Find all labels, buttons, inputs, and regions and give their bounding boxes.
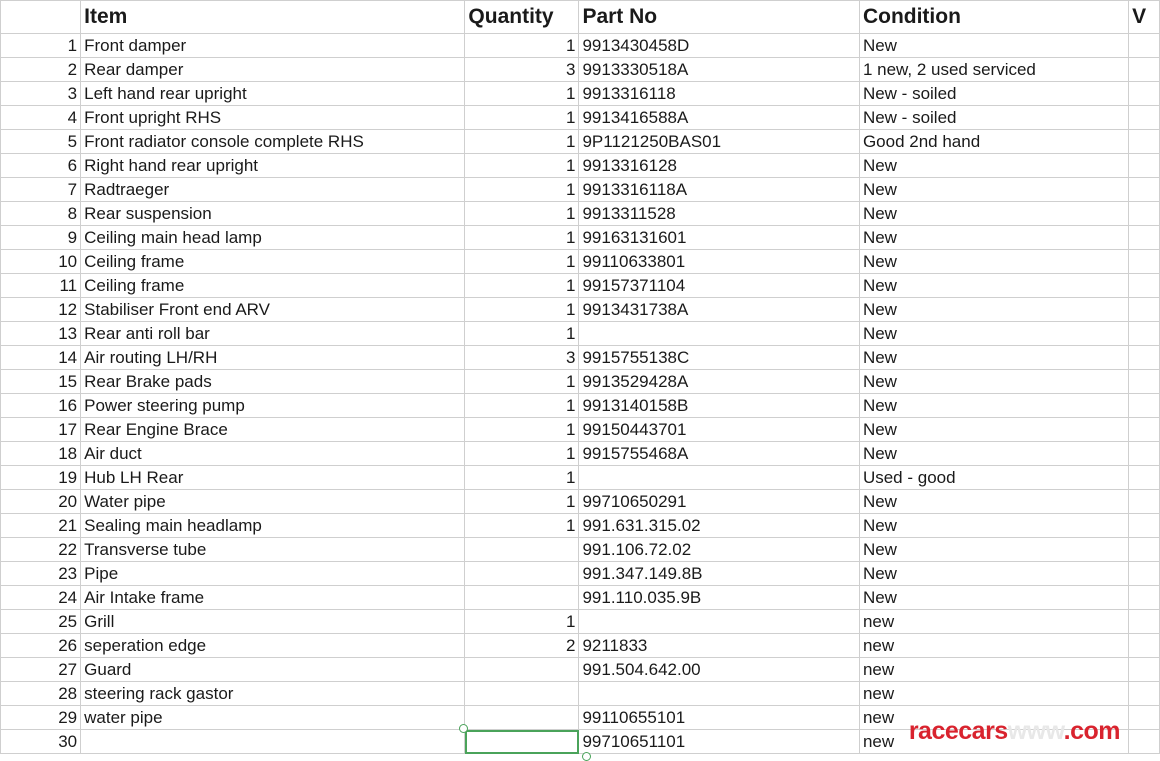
quantity-cell[interactable]: 3	[465, 58, 579, 82]
quantity-cell[interactable]	[465, 682, 579, 706]
item-cell[interactable]: Rear Brake pads	[81, 370, 465, 394]
part-no-cell[interactable]: 99150443701	[579, 418, 860, 442]
extra-cell[interactable]	[1129, 202, 1160, 226]
header-quantity[interactable]: Quantity	[465, 1, 579, 34]
extra-cell[interactable]	[1129, 58, 1160, 82]
table-row	[1, 538, 1160, 562]
table-row	[1, 298, 1160, 322]
table-row	[1, 226, 1160, 250]
item-cell[interactable]: Left hand rear upright	[81, 82, 465, 106]
extra-cell[interactable]	[1129, 226, 1160, 250]
row-number-cell[interactable]: 24	[1, 586, 81, 610]
racecars-watermark	[909, 717, 1120, 746]
item-cell[interactable]: seperation edge	[81, 634, 465, 658]
extra-cell[interactable]	[1129, 178, 1160, 202]
part-no-cell[interactable]	[579, 322, 860, 346]
condition-cell[interactable]: new	[859, 730, 1128, 754]
table-row	[1, 394, 1160, 418]
row-number-cell[interactable]: 9	[1, 226, 81, 250]
row-number-cell[interactable]: 22	[1, 538, 81, 562]
row-number-cell[interactable]: 25	[1, 610, 81, 634]
part-no-cell[interactable]: 9915755138C	[579, 346, 860, 370]
part-no-cell[interactable]: 9913431738A	[579, 298, 860, 322]
row-number-cell[interactable]: 1	[1, 34, 81, 58]
extra-cell[interactable]	[1129, 418, 1160, 442]
extra-cell[interactable]	[1129, 490, 1160, 514]
row-number-cell[interactable]: 28	[1, 682, 81, 706]
part-no-cell[interactable]	[579, 610, 860, 634]
row-number-cell[interactable]: 3	[1, 82, 81, 106]
condition-cell[interactable]: New	[859, 202, 1128, 226]
extra-cell[interactable]	[1129, 562, 1160, 586]
extra-cell[interactable]	[1129, 106, 1160, 130]
row-number-cell[interactable]: 14	[1, 346, 81, 370]
condition-cell[interactable]: New	[859, 322, 1128, 346]
part-no-cell[interactable]: 9913430458D	[579, 34, 860, 58]
condition-cell[interactable]: Used - good	[859, 466, 1128, 490]
condition-cell[interactable]: New	[859, 586, 1128, 610]
quantity-cell[interactable]: 1	[465, 82, 579, 106]
row-number-cell[interactable]: 18	[1, 442, 81, 466]
condition-cell[interactable]: New	[859, 274, 1128, 298]
quantity-cell[interactable]: 1	[465, 154, 579, 178]
part-no-cell[interactable]: 9913330518A	[579, 58, 860, 82]
item-cell[interactable]: Air Intake frame	[81, 586, 465, 610]
header-extra[interactable]: V	[1129, 1, 1160, 34]
item-cell[interactable]	[81, 730, 465, 754]
table-row	[1, 490, 1160, 514]
quantity-cell[interactable]	[465, 706, 579, 730]
table-row	[1, 58, 1160, 82]
table-row	[1, 370, 1160, 394]
condition-cell[interactable]: New	[859, 394, 1128, 418]
quantity-cell[interactable]: 1	[465, 202, 579, 226]
extra-cell[interactable]	[1129, 298, 1160, 322]
item-cell[interactable]: Front radiator console complete RHS	[81, 130, 465, 154]
part-no-cell[interactable]: 9913316118	[579, 82, 860, 106]
extra-cell[interactable]	[1129, 466, 1160, 490]
extra-cell[interactable]	[1129, 706, 1160, 730]
extra-cell[interactable]	[1129, 154, 1160, 178]
item-cell[interactable]: Transverse tube	[81, 538, 465, 562]
table-row	[1, 466, 1160, 490]
row-number-cell[interactable]: 15	[1, 370, 81, 394]
part-no-cell[interactable]: 99710651101	[579, 730, 860, 754]
item-cell[interactable]: Ceiling main head lamp	[81, 226, 465, 250]
extra-cell[interactable]	[1129, 586, 1160, 610]
quantity-cell[interactable]: 1	[465, 322, 579, 346]
quantity-cell[interactable]: 1	[465, 394, 579, 418]
quantity-cell[interactable]: 1	[465, 466, 579, 490]
extra-cell[interactable]	[1129, 370, 1160, 394]
item-cell[interactable]: Air duct	[81, 442, 465, 466]
item-cell[interactable]: water pipe	[81, 706, 465, 730]
table-row	[1, 586, 1160, 610]
row-number-cell[interactable]: 16	[1, 394, 81, 418]
part-no-cell[interactable]: 991.347.149.8B	[579, 562, 860, 586]
part-no-cell[interactable]: 991.504.642.00	[579, 658, 860, 682]
item-cell[interactable]: Pipe	[81, 562, 465, 586]
item-cell[interactable]: Guard	[81, 658, 465, 682]
row-number-cell[interactable]: 26	[1, 634, 81, 658]
item-cell[interactable]: Right hand rear upright	[81, 154, 465, 178]
row-number-cell[interactable]: 20	[1, 490, 81, 514]
extra-cell[interactable]	[1129, 682, 1160, 706]
table-row	[1, 682, 1160, 706]
row-number-cell[interactable]: 8	[1, 202, 81, 226]
extra-cell[interactable]	[1129, 274, 1160, 298]
item-cell[interactable]: Grill	[81, 610, 465, 634]
part-no-cell[interactable]: 99710650291	[579, 490, 860, 514]
part-no-cell[interactable]: 991.110.035.9B	[579, 586, 860, 610]
table-row	[1, 154, 1160, 178]
part-no-cell[interactable]: 991.631.315.02	[579, 514, 860, 538]
condition-cell[interactable]: New - soiled	[859, 82, 1128, 106]
part-no-cell[interactable]: 9913416588A	[579, 106, 860, 130]
extra-cell[interactable]	[1129, 634, 1160, 658]
part-no-cell[interactable]: 9913529428A	[579, 370, 860, 394]
selection-handle-top-left[interactable]	[459, 724, 468, 733]
part-no-cell[interactable]: 99163131601	[579, 226, 860, 250]
condition-cell[interactable]: New - soiled	[859, 106, 1128, 130]
condition-cell[interactable]: New	[859, 490, 1128, 514]
selection-handle-bottom-right[interactable]	[582, 752, 591, 761]
extra-cell[interactable]	[1129, 82, 1160, 106]
watermark-brand: racecars	[908, 717, 1008, 745]
extra-cell[interactable]	[1129, 130, 1160, 154]
item-cell[interactable]: Power steering pump	[81, 394, 465, 418]
extra-cell[interactable]	[1129, 34, 1160, 58]
item-cell[interactable]: Air routing LH/RH	[81, 346, 465, 370]
row-number-cell[interactable]: 21	[1, 514, 81, 538]
condition-cell[interactable]: Good 2nd hand	[859, 130, 1128, 154]
item-cell[interactable]: Rear Engine Brace	[81, 418, 465, 442]
quantity-cell[interactable]: 2	[465, 634, 579, 658]
item-cell[interactable]: Stabiliser Front end ARV	[81, 298, 465, 322]
condition-cell[interactable]: New	[859, 514, 1128, 538]
part-no-cell[interactable]: 9913311528	[579, 202, 860, 226]
condition-cell[interactable]: New	[859, 178, 1128, 202]
table-row	[1, 34, 1160, 58]
header-row-number-cell[interactable]	[1, 1, 81, 34]
row-number-cell[interactable]: 23	[1, 562, 81, 586]
quantity-cell[interactable]: 1	[465, 178, 579, 202]
part-no-cell[interactable]: 9913316128	[579, 154, 860, 178]
extra-cell[interactable]	[1129, 250, 1160, 274]
item-cell[interactable]: Rear suspension	[81, 202, 465, 226]
quantity-cell[interactable]: 1	[465, 442, 579, 466]
item-cell[interactable]: Ceiling frame	[81, 274, 465, 298]
quantity-cell[interactable]	[465, 658, 579, 682]
header-row	[1, 1, 1160, 34]
condition-cell[interactable]: New	[859, 34, 1128, 58]
quantity-cell[interactable]: 1	[465, 298, 579, 322]
table-row	[1, 322, 1160, 346]
condition-cell[interactable]: New	[859, 226, 1128, 250]
condition-cell[interactable]: New	[859, 346, 1128, 370]
quantity-cell[interactable]: 1	[465, 34, 579, 58]
quantity-cell[interactable]: 1	[465, 514, 579, 538]
row-number-cell[interactable]: 12	[1, 298, 81, 322]
condition-cell[interactable]: 1 new, 2 used serviced	[859, 58, 1128, 82]
part-no-cell[interactable]: 9211833	[579, 634, 860, 658]
table-row	[1, 178, 1160, 202]
extra-cell[interactable]	[1129, 346, 1160, 370]
row-number-cell[interactable]: 2	[1, 58, 81, 82]
table-row	[1, 82, 1160, 106]
condition-cell[interactable]: new	[859, 610, 1128, 634]
item-cell[interactable]: Rear damper	[81, 58, 465, 82]
extra-cell[interactable]	[1129, 730, 1160, 754]
condition-cell[interactable]: New	[859, 562, 1128, 586]
quantity-cell[interactable]: 1	[465, 106, 579, 130]
condition-cell[interactable]: new	[859, 634, 1128, 658]
extra-cell[interactable]	[1129, 394, 1160, 418]
part-no-cell[interactable]: 99110655101	[579, 706, 860, 730]
row-number-cell[interactable]: 11	[1, 274, 81, 298]
table-row	[1, 106, 1160, 130]
quantity-cell[interactable]: 1	[465, 418, 579, 442]
quantity-cell[interactable]: 1	[465, 274, 579, 298]
quantity-cell[interactable]: 3	[465, 346, 579, 370]
part-no-cell[interactable]: 9913140158B	[579, 394, 860, 418]
table-row	[1, 634, 1160, 658]
part-no-cell[interactable]: 991.106.72.02	[579, 538, 860, 562]
row-number-cell[interactable]: 13	[1, 322, 81, 346]
table-row	[1, 250, 1160, 274]
condition-cell[interactable]: New	[859, 250, 1128, 274]
part-no-cell[interactable]: 9P1121250BAS01	[579, 130, 860, 154]
row-number-cell[interactable]: 7	[1, 178, 81, 202]
header-part-no[interactable]: Part No	[579, 1, 860, 34]
part-no-cell[interactable]	[579, 466, 860, 490]
condition-cell[interactable]: New	[859, 442, 1128, 466]
item-cell[interactable]: Front upright RHS	[81, 106, 465, 130]
row-number-cell[interactable]: 30	[1, 730, 81, 754]
watermark-tld: .com	[1063, 717, 1120, 745]
part-no-cell[interactable]: 9913316118A	[579, 178, 860, 202]
table-row	[1, 562, 1160, 586]
quantity-cell[interactable]: 1	[465, 250, 579, 274]
table-row	[1, 658, 1160, 682]
header-condition[interactable]: Condition	[859, 1, 1128, 34]
item-cell[interactable]: Rear anti roll bar	[81, 322, 465, 346]
condition-cell[interactable]: new	[859, 658, 1128, 682]
item-cell[interactable]: Ceiling frame	[81, 250, 465, 274]
condition-cell[interactable]: new	[859, 682, 1128, 706]
table-row	[1, 346, 1160, 370]
row-number-cell[interactable]: 4	[1, 106, 81, 130]
extra-cell[interactable]	[1129, 514, 1160, 538]
part-no-cell[interactable]: 99157371104	[579, 274, 860, 298]
quantity-cell[interactable]: 1	[465, 490, 579, 514]
quantity-cell[interactable]	[465, 562, 579, 586]
extra-cell[interactable]	[1129, 442, 1160, 466]
item-cell[interactable]: Radtraeger	[81, 178, 465, 202]
table-row	[1, 418, 1160, 442]
table-row	[1, 274, 1160, 298]
quantity-cell[interactable]: 1	[465, 226, 579, 250]
table-row	[1, 514, 1160, 538]
part-no-cell[interactable]: 9915755468A	[579, 442, 860, 466]
quantity-cell[interactable]	[465, 730, 579, 754]
quantity-cell[interactable]	[465, 586, 579, 610]
table-row	[1, 130, 1160, 154]
row-number-cell[interactable]: 19	[1, 466, 81, 490]
row-number-cell[interactable]: 17	[1, 418, 81, 442]
extra-cell[interactable]	[1129, 610, 1160, 634]
table-row	[1, 202, 1160, 226]
condition-cell[interactable]: New	[859, 538, 1128, 562]
quantity-cell[interactable]: 1	[465, 370, 579, 394]
table-row	[1, 610, 1160, 634]
condition-cell[interactable]: New	[859, 370, 1128, 394]
item-cell[interactable]: Hub LH Rear	[81, 466, 465, 490]
watermark-middle: www	[1007, 717, 1064, 745]
part-no-cell[interactable]: 99110633801	[579, 250, 860, 274]
item-cell[interactable]: Sealing main headlamp	[81, 514, 465, 538]
table-row	[1, 442, 1160, 466]
row-number-cell[interactable]: 10	[1, 250, 81, 274]
quantity-cell[interactable]: 1	[465, 610, 579, 634]
extra-cell[interactable]	[1129, 538, 1160, 562]
condition-cell[interactable]: New	[859, 154, 1128, 178]
extra-cell[interactable]	[1129, 322, 1160, 346]
condition-cell[interactable]: New	[859, 298, 1128, 322]
item-cell[interactable]: steering rack gastor	[81, 682, 465, 706]
row-number-cell[interactable]: 29	[1, 706, 81, 730]
header-item[interactable]: Item	[81, 1, 465, 34]
item-cell[interactable]: Water pipe	[81, 490, 465, 514]
part-no-cell[interactable]	[579, 682, 860, 706]
row-number-cell[interactable]: 27	[1, 658, 81, 682]
quantity-cell[interactable]: 1	[465, 130, 579, 154]
row-number-cell[interactable]: 5	[1, 130, 81, 154]
condition-cell[interactable]: New	[859, 418, 1128, 442]
extra-cell[interactable]	[1129, 658, 1160, 682]
condition-cell[interactable]: new	[859, 706, 1128, 730]
item-cell[interactable]: Front damper	[81, 34, 465, 58]
quantity-cell[interactable]	[465, 538, 579, 562]
row-number-cell[interactable]: 6	[1, 154, 81, 178]
